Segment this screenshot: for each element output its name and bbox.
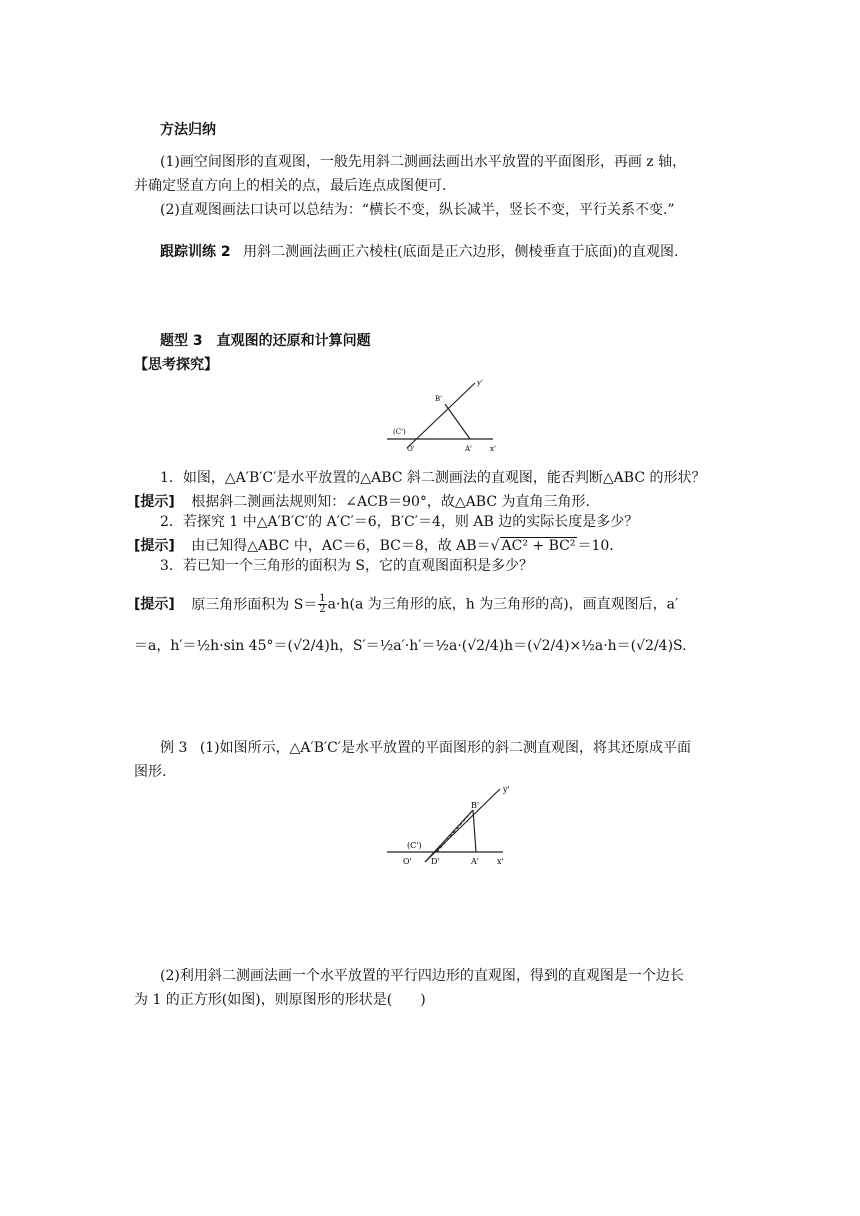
fig2-label-b: B'	[471, 801, 480, 810]
example-label: 例 3	[160, 740, 188, 756]
q2-hint-line	[134, 536, 614, 556]
fig2-label-c: (C')	[407, 841, 422, 850]
fig2-label-y: y'	[503, 785, 510, 794]
q2-sqrt-sign: √	[490, 538, 500, 554]
fig1-label-b: B'	[435, 395, 443, 403]
half-fraction: $\frac{1}{2}$	[319, 593, 326, 615]
method-paragraph-1a: (1)画空间图形的直观图，一般先用斜二测画法画出水平放置的平面图形，再画 z 轴，	[160, 154, 687, 170]
type3-subtitle: 【思考探究】	[134, 357, 218, 373]
q3-line-2: ＝a，h′＝½h·sin 45°＝(√2/4)h，S′＝½a′·h′＝½a·(√2/4)h＝(√2/4)×½a·h＝(√2/4)S.	[134, 638, 687, 654]
fig2-side-cb	[425, 810, 473, 862]
q2-hint-sqrt: AC² + BC²	[501, 538, 576, 554]
method-paragraph-1b: 并确定竖直方向上的相关的点，最后连点成图便可.	[134, 178, 447, 194]
fig2-label-x: x'	[497, 857, 504, 866]
type3-title: 题型 3 直观图的还原和计算问题	[160, 333, 371, 349]
fig1-side-ab	[445, 404, 470, 439]
fig1-label-o: O'	[407, 445, 415, 453]
figure-2	[385, 780, 515, 870]
q3-hint-a: 原三角形面积为 S＝	[191, 596, 318, 613]
fig2-label-o: O'	[403, 857, 412, 866]
q2-text: 2．若探究 1 中△A′B′C′的 A′C′＝6，B′C′＝4，则 AB 边的实际长度是多少？	[160, 514, 639, 530]
example-p2a: (2)利用斜二测画法画一个水平放置的平行四边形的直观图，得到的直观图是一个边长	[160, 968, 684, 984]
fig1-label-x: x'	[490, 445, 496, 453]
training-line	[160, 242, 678, 262]
fig1-y-axis	[407, 383, 475, 448]
q1-text: 1．如图，△A′B′C′是水平放置的△ABC 斜二测画法的直观图，能否判断△ABC 的形状？	[160, 470, 706, 486]
q3-hint-line	[134, 594, 678, 615]
q2-hint-label: [提示]	[134, 538, 175, 554]
example-p2b: 为 1 的正方形(如图)，则原图形的形状是( )	[134, 992, 426, 1008]
figure-1	[385, 375, 505, 455]
training-label: 跟踪训练 2	[160, 244, 231, 260]
fig1-label-y: y'	[477, 379, 483, 387]
q1-hint: 根据斜二测画法规则知：∠ACB＝90°，故△ABC 为直角三角形.	[191, 494, 590, 510]
example-p1a: (1)如图所示，△A′B′C′是水平放置的平面图形的斜二测直观图，将其还原成平面	[199, 740, 692, 756]
example-p1b: 图形.	[134, 764, 167, 780]
training-text: 用斜二测画法画正六棱柱(底面是正六边形，侧棱垂直于底面)的直观图.	[243, 244, 679, 260]
q3-hint-label: [提示]	[134, 596, 175, 613]
fig2-side-ab	[473, 810, 476, 852]
example-line-1	[160, 738, 691, 758]
fig2-y-axis	[425, 789, 500, 862]
q1-hint-line	[134, 492, 590, 512]
q3-hint-b: a·h(a 为三角形的底，h 为三角形的高)，画直观图后，a′	[327, 596, 679, 613]
method-title: 方法归纳	[160, 122, 216, 138]
q2-hint-pre: 由已知得△ABC 中，AC＝6，BC＝8，故 AB＝	[191, 538, 491, 554]
q2-hint-post: ＝10.	[577, 538, 614, 554]
method-paragraph-2: (2)直观图画法口诀可以总结为：“横长不变，纵长减半，竖长不变，平行关系不变.”	[160, 202, 675, 218]
q1-hint-label: [提示]	[134, 494, 175, 510]
fig1-label-c: (C')	[393, 428, 406, 436]
q3-text: 3．若已知一个三角形的面积为 S，它的直观图面积是多少？	[160, 558, 533, 574]
fig2-label-a: A'	[471, 857, 479, 866]
fig1-label-a: A'	[465, 445, 472, 453]
fig2-label-d: D'	[431, 857, 440, 866]
